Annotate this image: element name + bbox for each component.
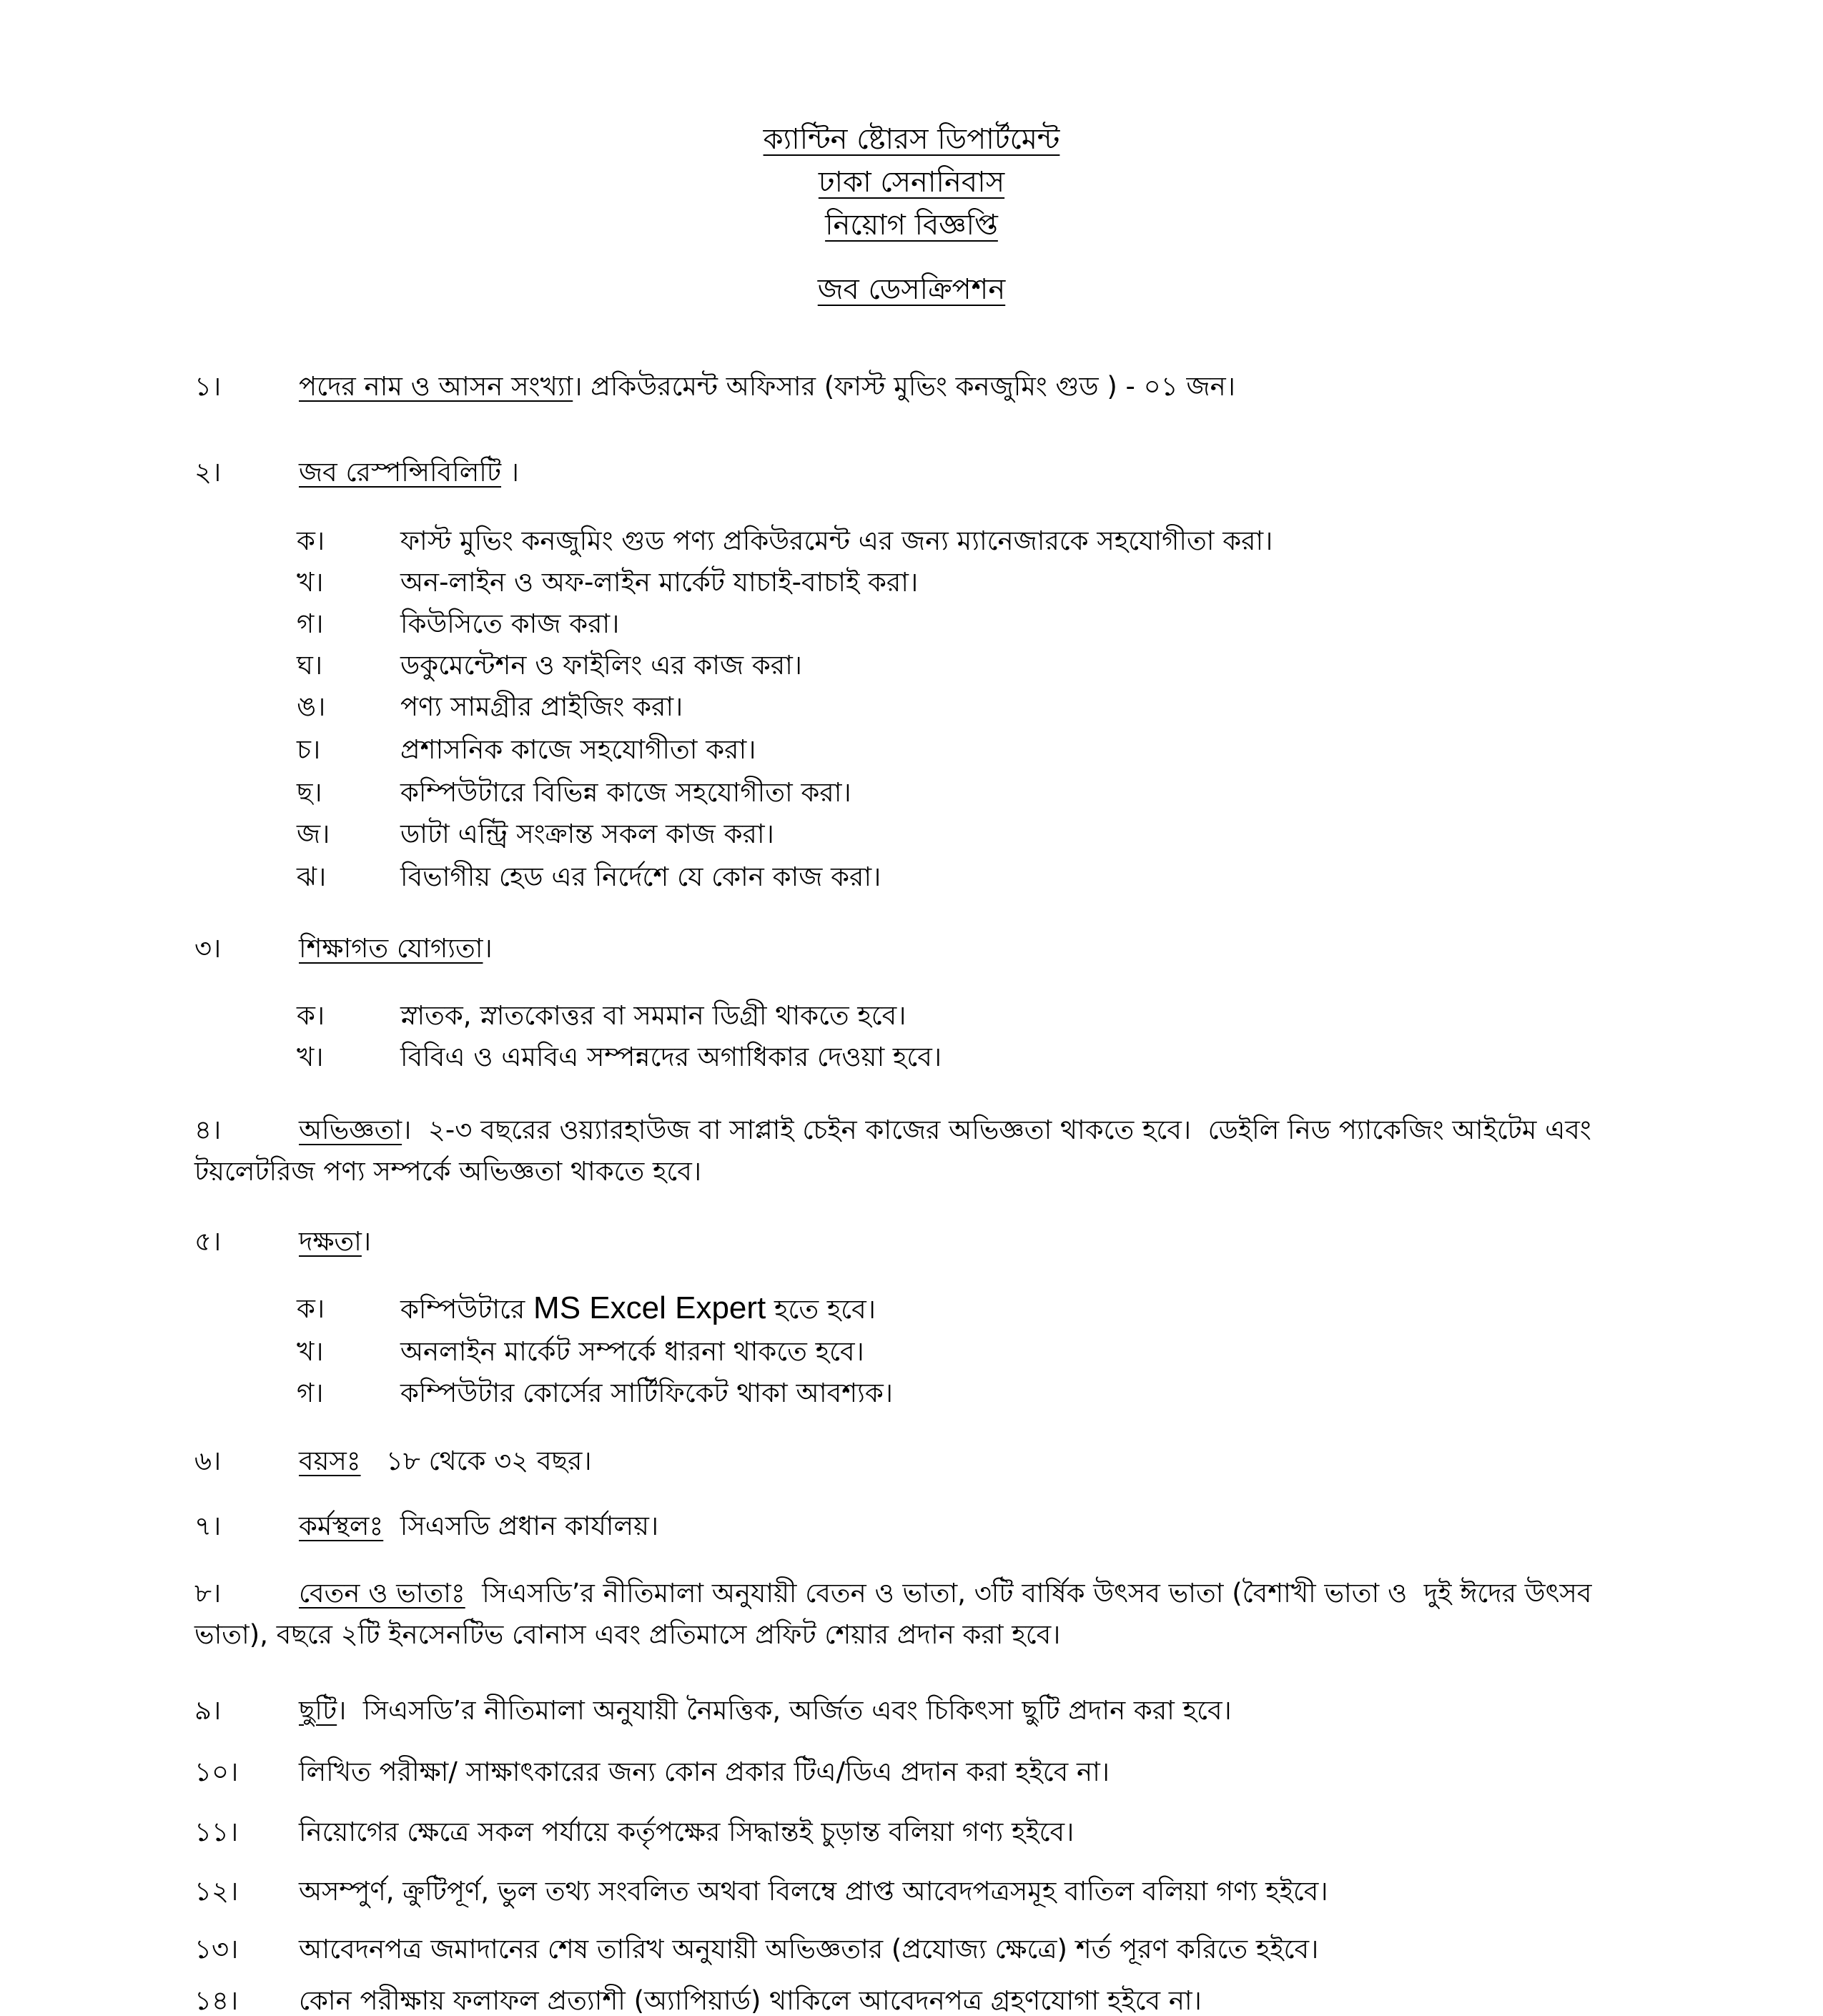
list-item: অন-লাইন ও অফ-লাইন মার্কেট যাচাই-বাচাই করা। <box>400 567 919 598</box>
section-number: ১। <box>194 371 222 402</box>
list-item: ডাটা এন্ট্রি সংক্রান্ত সকল কাজ করা। <box>400 819 774 849</box>
section-separator: । <box>501 457 520 488</box>
list-item-text: হতে হবে। <box>766 1294 876 1325</box>
list-item-letter: ক। <box>297 525 325 556</box>
section-number: ৭। <box>194 1511 222 1541</box>
list-item: কিউসিতে কাজ করা। <box>400 608 620 639</box>
section-number: ৬। <box>194 1446 222 1476</box>
list-item-letter: খ। <box>297 1042 324 1072</box>
section-text: অসম্পুর্ণ, ক্রুটিপূর্ণ, ভুল তথ্য সংবলিত অথবা বিলম্বে প্রাপ্ত আবেদপত্রসমূহ বাতিল বলিয়া গণ্য হইবে। <box>299 1876 1328 1907</box>
list-item-letter: ঝ। <box>297 861 327 892</box>
section-number: ১১। <box>194 1817 239 1847</box>
section-text: সিএসডি প্রধান কার্যালয়। <box>383 1511 659 1541</box>
header-line-1 <box>0 125 1823 154</box>
list-item-letter: গ। <box>297 608 324 639</box>
section-number: ৩। <box>194 933 222 964</box>
section-number: ৮। <box>194 1578 222 1609</box>
section-7-line <box>299 1513 658 1539</box>
list-item-letter: ক। <box>297 1293 325 1324</box>
section-2-line <box>299 457 520 488</box>
notice-title: নিয়োগ বিজ্ঞপ্তি <box>825 209 998 242</box>
list-item: কম্পিউটার কোর্সের সার্টিফিকেট থাকা আবশ্যক। <box>400 1378 893 1408</box>
list-item-letter: ঙ। <box>297 691 326 722</box>
list-item: পণ্য সামগ্রীর প্রাইজিং করা। <box>400 691 683 722</box>
section-3-line <box>299 935 493 962</box>
section-number: ৯। <box>194 1695 222 1726</box>
list-item-letter: ঘ। <box>297 650 323 681</box>
section-text: ১৮ থেকে ৩২ বছর। <box>360 1446 592 1476</box>
section-text: লিখিত পরীক্ষা/ সাক্ষাৎকারের জন্য কোন প্রকার টিএ/ডিএ প্রদান করা হইবে না। <box>299 1756 1110 1787</box>
location-name: ঢাকা সেনানিবাস <box>818 166 1005 199</box>
section-text: ২-৩ বছরের ওয়্যারহাউজ বা সাপ্লাই চেইন কাজের অভিজ্ঞতা থাকতে হবে। ডেইলি নিড প্যাকেজিং আইটেম এবং টয়লেটরিজ পণ্য সম্পর্কে অভিজ্ঞতা থাকতে হবে। <box>194 1115 1600 1187</box>
list-item: ডকুমেন্টেশন ও ফাইলিং এর কাজ করা। <box>400 650 803 681</box>
section-separator: । <box>483 933 493 964</box>
list-item: বিভাগীয় হেড এর নির্দেশে যে কোন কাজ করা। <box>400 861 881 892</box>
section-number: ২। <box>194 457 222 488</box>
section-number: ১২। <box>194 1876 239 1907</box>
section-label: জব রেস্পন্সিবিলিটি <box>299 457 502 488</box>
list-item <box>400 1290 876 1325</box>
header-line-3 <box>0 209 1823 242</box>
section-8-paragraph <box>194 1573 1660 1656</box>
section-label: কর্মস্থল <box>299 1511 384 1541</box>
list-item: বিবিএ ও এমবিএ সম্পন্নদের অগাধিকার দেওয়া হবে। <box>400 1042 942 1072</box>
section-label: শিক্ষাগত যোগ্যতা <box>299 933 483 964</box>
section-number: ১৪। <box>194 1985 239 2016</box>
list-item-letter: ছ। <box>297 777 322 808</box>
list-item: ফাস্ট মুভিং কনজুমিং গুড পণ্য প্রকিউরমেন্ট এর জন্য ম্যানেজারকে সহযোগীতা করা। <box>400 525 1273 556</box>
job-description-title: জব ডেসক্রিপশন <box>817 273 1006 306</box>
section-text: আবেদনপত্র জমাদানের শেষ তারিখ অনুযায়ী অভিজ্ঞতার (প্রযোজ্য ক্ষেত্রে) শর্ত পূরণ করিতে হইবে। <box>299 1934 1319 1965</box>
section-text: কোন পরীক্ষায় ফলাফল প্রত্যাশী (অ্যাপিয়ার্ড) থাকিলে আবেদনপত্র গ্রহণযোগা হইবে না। <box>299 1985 1202 2016</box>
list-item: অনলাইন মার্কেট সম্পর্কে ধারনা থাকতে হবে। <box>400 1336 864 1367</box>
section-label: বয়স <box>299 1446 361 1476</box>
section-text: সিএসডি’র নীতিমালা অনুযায়ী বেতন ও ভাতা, ৩টি বার্ষিক উৎসব ভাতা (বৈশাখী ভাতা ও দুই ঈদের উৎসব ভাতা), বছরে ২টি ইনসেনটিভ বোনাস এবং প্রতিমাসে প্রফিট শেয়ার প্রদান করা হবে। <box>194 1578 1601 1650</box>
section-label: বেতন ও ভাতা <box>299 1578 465 1609</box>
section-separator: । <box>337 1695 347 1726</box>
section-number: ১০। <box>194 1756 239 1787</box>
section-number: ৫। <box>194 1226 222 1257</box>
list-item-text: কম্পিউটারে <box>400 1294 534 1325</box>
section-9-line <box>299 1697 1232 1724</box>
header-line-2 <box>0 168 1823 197</box>
section-label: অভিজ্ঞতা <box>299 1115 402 1145</box>
section-label: পদের নাম ও আসন সংখ্যা <box>299 371 573 402</box>
section-separator: । <box>402 1115 412 1145</box>
list-item-letter: চ। <box>297 734 321 765</box>
list-item-letter: খ। <box>297 567 324 598</box>
skill-name: MS Excel Expert <box>533 1290 766 1325</box>
list-item-letter: খ। <box>297 1336 324 1367</box>
section-separator: । <box>573 371 583 402</box>
section-separator: । <box>361 1226 372 1257</box>
section-label: দক্ষতা <box>299 1226 362 1257</box>
list-item: স্নাতক, স্নাতকোত্তর বা সমমান ডিগ্রী থাকতে হবে। <box>400 1000 906 1031</box>
section-text: সিএসডি’র নীতিমালা অনুযায়ী নৈমত্তিক, অর্জিত এবং চিকিৎসা ছুটি প্রদান করা হবে। <box>346 1695 1232 1726</box>
section-text: নিয়োগের ক্ষেত্রে সকল পর্যায়ে কর্তৃপক্ষের সিদ্ধান্তই চুড়ান্ত বলিয়া গণ্য হইবে। <box>299 1817 1074 1847</box>
section-4-paragraph <box>194 1110 1660 1192</box>
section-text: প্রকিউরমেন্ট অফিসার (ফাস্ট মুভিং কনজুমিং গুড ) - ০১ জন। <box>582 371 1235 402</box>
section-6-line <box>299 1448 592 1474</box>
section-5-line <box>299 1228 371 1255</box>
department-name: ক্যান্টিন ষ্টোরস ডিপার্টমেন্ট <box>763 123 1060 156</box>
section-number: ৪। <box>194 1115 222 1145</box>
list-item: প্রশাসনিক কাজে সহযোগীতা করা। <box>400 734 756 765</box>
list-item-letter: গ। <box>297 1378 324 1408</box>
section-label: ছুটি <box>299 1695 337 1726</box>
section-1-line <box>299 373 1235 400</box>
list-item-letter: জ। <box>297 819 330 849</box>
list-item-letter: ক। <box>297 1000 325 1031</box>
section-number: ১৩। <box>194 1934 239 1965</box>
list-item: কম্পিউটারে বিভিন্ন কাজে সহযোগীতা করা। <box>400 777 851 808</box>
header-subtitle <box>0 275 1823 304</box>
